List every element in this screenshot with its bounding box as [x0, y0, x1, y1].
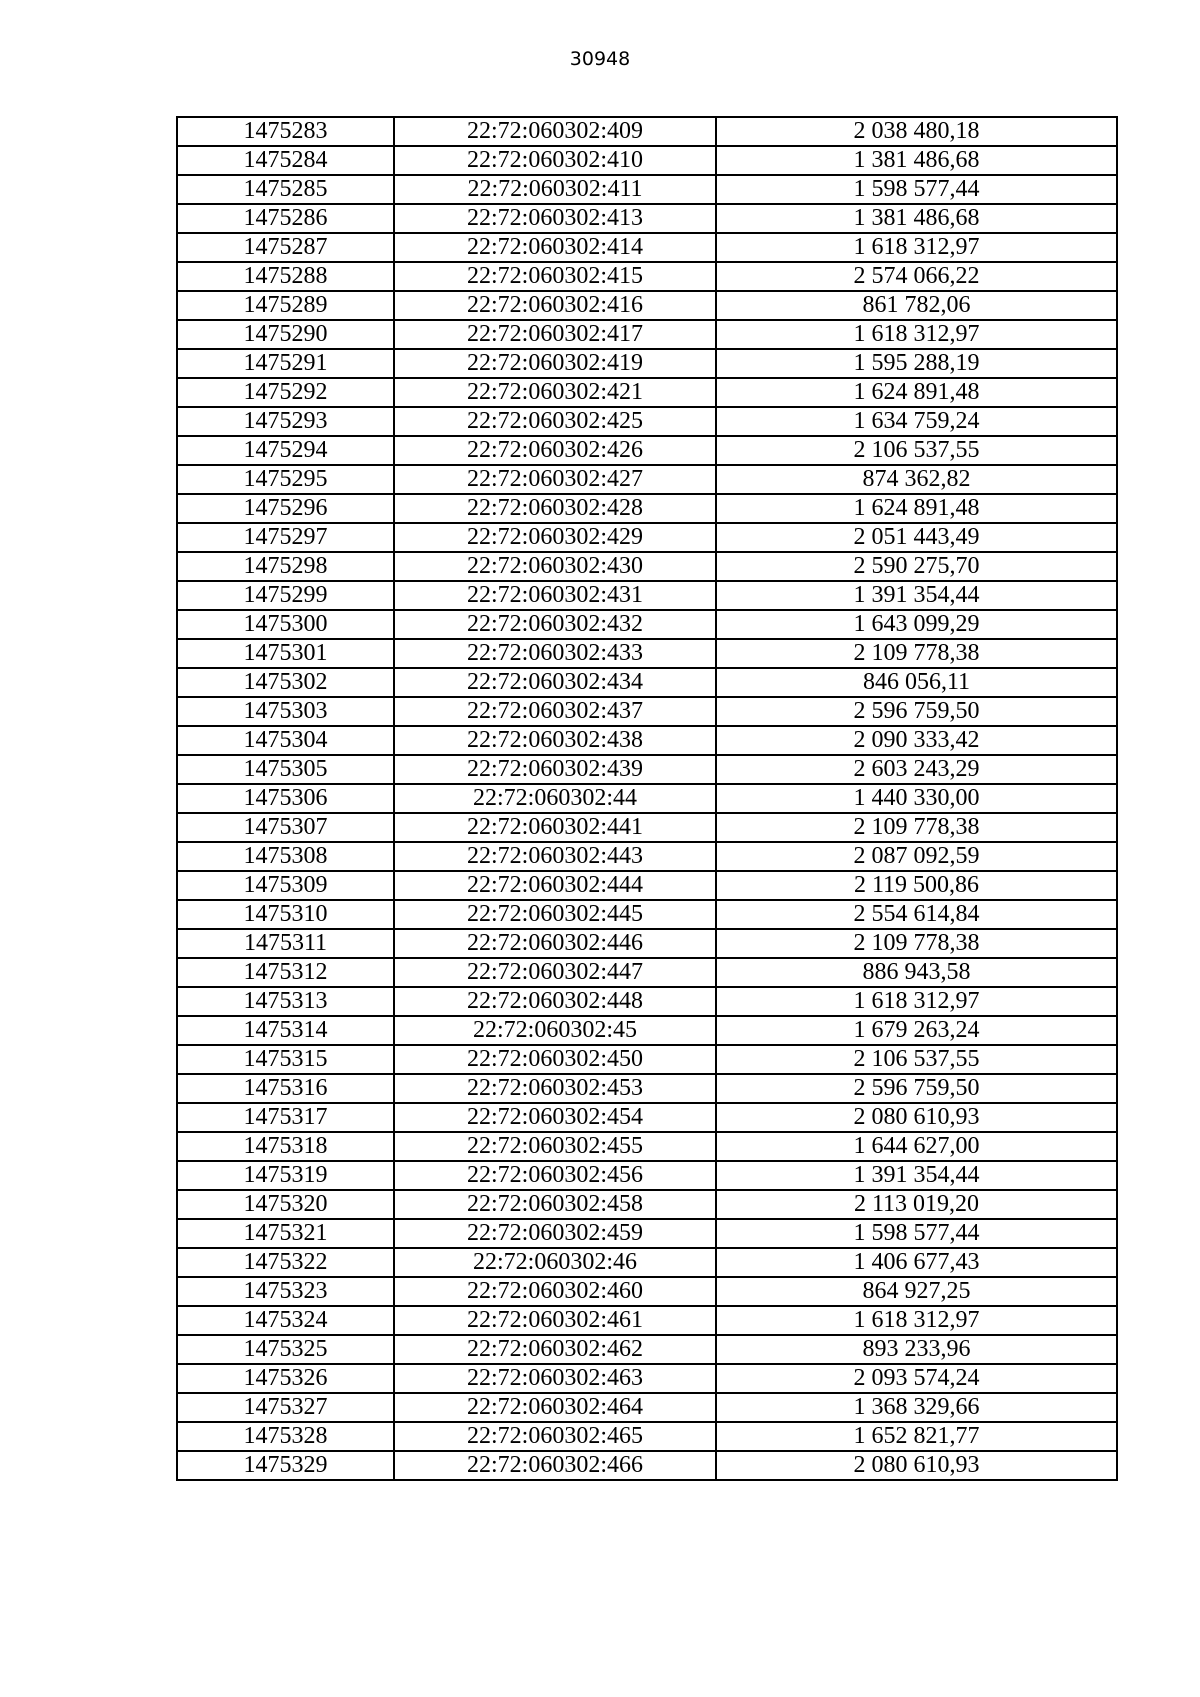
value-cell: 2 051 443,49 [716, 523, 1117, 552]
id-cell: 1475309 [177, 871, 394, 900]
value-cell: 1 624 891,48 [716, 494, 1117, 523]
value-cell: 2 109 778,38 [716, 929, 1117, 958]
value-cell: 1 391 354,44 [716, 1161, 1117, 1190]
value-cell: 1 391 354,44 [716, 581, 1117, 610]
table-row [177, 552, 1117, 581]
cadastral-number-cell: 22:72:060302:414 [394, 233, 716, 262]
cadastral-number-cell: 22:72:060302:448 [394, 987, 716, 1016]
table-row [177, 1045, 1117, 1074]
cadastral-number-cell: 22:72:060302:415 [394, 262, 716, 291]
value-cell: 2 596 759,50 [716, 697, 1117, 726]
cadastral-number-cell: 22:72:060302:466 [394, 1451, 716, 1480]
id-cell: 1475289 [177, 291, 394, 320]
value-cell: 2 080 610,93 [716, 1103, 1117, 1132]
table-row [177, 233, 1117, 262]
cadastral-number-cell: 22:72:060302:453 [394, 1074, 716, 1103]
id-cell: 1475300 [177, 610, 394, 639]
cadastral-number-cell: 22:72:060302:460 [394, 1277, 716, 1306]
cadastral-number-cell: 22:72:060302:431 [394, 581, 716, 610]
value-cell: 2 087 092,59 [716, 842, 1117, 871]
id-cell: 1475325 [177, 1335, 394, 1364]
cadastral-number-cell: 22:72:060302:417 [394, 320, 716, 349]
cadastral-number-cell: 22:72:060302:455 [394, 1132, 716, 1161]
value-cell: 2 574 066,22 [716, 262, 1117, 291]
id-cell: 1475327 [177, 1393, 394, 1422]
table-row [177, 755, 1117, 784]
table-body [177, 117, 1117, 1480]
value-cell: 1 643 099,29 [716, 610, 1117, 639]
id-cell: 1475320 [177, 1190, 394, 1219]
table-row [177, 697, 1117, 726]
id-cell: 1475283 [177, 117, 394, 146]
table-row [177, 784, 1117, 813]
cadastral-number-cell: 22:72:060302:458 [394, 1190, 716, 1219]
table-row [177, 1277, 1117, 1306]
cadastral-number-cell: 22:72:060302:450 [394, 1045, 716, 1074]
cadastral-number-cell: 22:72:060302:441 [394, 813, 716, 842]
table-row [177, 1219, 1117, 1248]
id-cell: 1475297 [177, 523, 394, 552]
id-cell: 1475328 [177, 1422, 394, 1451]
table-row [177, 465, 1117, 494]
id-cell: 1475316 [177, 1074, 394, 1103]
value-cell: 2 109 778,38 [716, 813, 1117, 842]
id-cell: 1475296 [177, 494, 394, 523]
cadastral-number-cell: 22:72:060302:429 [394, 523, 716, 552]
id-cell: 1475285 [177, 175, 394, 204]
cadastral-number-cell: 22:72:060302:411 [394, 175, 716, 204]
table-row [177, 1422, 1117, 1451]
table-row [177, 146, 1117, 175]
cadastral-number-cell: 22:72:060302:438 [394, 726, 716, 755]
table-row [177, 494, 1117, 523]
id-cell: 1475329 [177, 1451, 394, 1480]
table-row [177, 1393, 1117, 1422]
id-cell: 1475295 [177, 465, 394, 494]
cadastral-number-cell: 22:72:060302:409 [394, 117, 716, 146]
value-cell: 1 618 312,97 [716, 233, 1117, 262]
table-row [177, 871, 1117, 900]
id-cell: 1475319 [177, 1161, 394, 1190]
cadastral-number-cell: 22:72:060302:434 [394, 668, 716, 697]
cadastral-number-cell: 22:72:060302:446 [394, 929, 716, 958]
cadastral-number-cell: 22:72:060302:421 [394, 378, 716, 407]
table-row [177, 1451, 1117, 1480]
value-cell: 2 038 480,18 [716, 117, 1117, 146]
table-row [177, 639, 1117, 668]
id-cell: 1475318 [177, 1132, 394, 1161]
table-row [177, 349, 1117, 378]
table-row [177, 958, 1117, 987]
table-row [177, 581, 1117, 610]
value-cell: 886 943,58 [716, 958, 1117, 987]
value-cell: 2 119 500,86 [716, 871, 1117, 900]
value-cell: 1 634 759,24 [716, 407, 1117, 436]
cadastral-number-cell: 22:72:060302:464 [394, 1393, 716, 1422]
value-cell: 2 093 574,24 [716, 1364, 1117, 1393]
value-cell: 2 106 537,55 [716, 436, 1117, 465]
table-row [177, 1248, 1117, 1277]
table-row [177, 900, 1117, 929]
value-cell: 2 113 019,20 [716, 1190, 1117, 1219]
value-cell: 1 381 486,68 [716, 146, 1117, 175]
value-cell: 2 109 778,38 [716, 639, 1117, 668]
id-cell: 1475290 [177, 320, 394, 349]
id-cell: 1475303 [177, 697, 394, 726]
value-cell: 1 440 330,00 [716, 784, 1117, 813]
cadastral-number-cell: 22:72:060302:419 [394, 349, 716, 378]
cadastral-number-cell: 22:72:060302:425 [394, 407, 716, 436]
cadastral-number-cell: 22:72:060302:461 [394, 1306, 716, 1335]
cadastral-number-cell: 22:72:060302:430 [394, 552, 716, 581]
table-row [177, 1161, 1117, 1190]
id-cell: 1475311 [177, 929, 394, 958]
id-cell: 1475294 [177, 436, 394, 465]
id-cell: 1475306 [177, 784, 394, 813]
value-cell: 846 056,11 [716, 668, 1117, 697]
value-cell: 2 590 275,70 [716, 552, 1117, 581]
table-row [177, 436, 1117, 465]
cadastral-number-cell: 22:72:060302:416 [394, 291, 716, 320]
id-cell: 1475292 [177, 378, 394, 407]
value-cell: 1 595 288,19 [716, 349, 1117, 378]
cadastral-number-cell: 22:72:060302:433 [394, 639, 716, 668]
cadastral-number-cell: 22:72:060302:445 [394, 900, 716, 929]
value-cell: 1 598 577,44 [716, 175, 1117, 204]
table-row [177, 291, 1117, 320]
table-row [177, 610, 1117, 639]
id-cell: 1475314 [177, 1016, 394, 1045]
table-row [177, 117, 1117, 146]
cadastral-number-cell: 22:72:060302:427 [394, 465, 716, 494]
id-cell: 1475286 [177, 204, 394, 233]
id-cell: 1475298 [177, 552, 394, 581]
table-row [177, 1364, 1117, 1393]
value-cell: 1 644 627,00 [716, 1132, 1117, 1161]
table-row [177, 523, 1117, 552]
table-row [177, 842, 1117, 871]
cadastral-number-cell: 22:72:060302:410 [394, 146, 716, 175]
value-cell: 1 679 263,24 [716, 1016, 1117, 1045]
cadastral-number-cell: 22:72:060302:45 [394, 1016, 716, 1045]
cadastral-number-cell: 22:72:060302:459 [394, 1219, 716, 1248]
value-cell: 2 596 759,50 [716, 1074, 1117, 1103]
id-cell: 1475315 [177, 1045, 394, 1074]
table-row [177, 1335, 1117, 1364]
data-table [176, 116, 1118, 1481]
value-cell: 864 927,25 [716, 1277, 1117, 1306]
value-cell: 1 618 312,97 [716, 1306, 1117, 1335]
cadastral-number-cell: 22:72:060302:444 [394, 871, 716, 900]
cadastral-number-cell: 22:72:060302:439 [394, 755, 716, 784]
value-cell: 2 080 610,93 [716, 1451, 1117, 1480]
id-cell: 1475293 [177, 407, 394, 436]
table-row [177, 204, 1117, 233]
id-cell: 1475287 [177, 233, 394, 262]
value-cell: 1 624 891,48 [716, 378, 1117, 407]
value-cell: 2 090 333,42 [716, 726, 1117, 755]
value-cell: 1 618 312,97 [716, 320, 1117, 349]
id-cell: 1475312 [177, 958, 394, 987]
id-cell: 1475324 [177, 1306, 394, 1335]
id-cell: 1475284 [177, 146, 394, 175]
value-cell: 1 381 486,68 [716, 204, 1117, 233]
table-row [177, 987, 1117, 1016]
id-cell: 1475321 [177, 1219, 394, 1248]
id-cell: 1475302 [177, 668, 394, 697]
id-cell: 1475305 [177, 755, 394, 784]
page-number: 30948 [569, 48, 631, 70]
id-cell: 1475322 [177, 1248, 394, 1277]
table-row [177, 1132, 1117, 1161]
table-row [177, 378, 1117, 407]
id-cell: 1475291 [177, 349, 394, 378]
cadastral-number-cell: 22:72:060302:462 [394, 1335, 716, 1364]
id-cell: 1475304 [177, 726, 394, 755]
cadastral-number-cell: 22:72:060302:426 [394, 436, 716, 465]
cadastral-number-cell: 22:72:060302:454 [394, 1103, 716, 1132]
id-cell: 1475313 [177, 987, 394, 1016]
id-cell: 1475326 [177, 1364, 394, 1393]
id-cell: 1475308 [177, 842, 394, 871]
id-cell: 1475310 [177, 900, 394, 929]
table-row [177, 1074, 1117, 1103]
table-row [177, 726, 1117, 755]
value-cell: 1 652 821,77 [716, 1422, 1117, 1451]
id-cell: 1475307 [177, 813, 394, 842]
table-row [177, 1016, 1117, 1045]
table-row [177, 929, 1117, 958]
cadastral-number-cell: 22:72:060302:413 [394, 204, 716, 233]
table-row [177, 175, 1117, 204]
id-cell: 1475299 [177, 581, 394, 610]
table-row [177, 1190, 1117, 1219]
value-cell: 861 782,06 [716, 291, 1117, 320]
value-cell: 2 603 243,29 [716, 755, 1117, 784]
value-cell: 893 233,96 [716, 1335, 1117, 1364]
table-row [177, 407, 1117, 436]
cadastral-number-cell: 22:72:060302:456 [394, 1161, 716, 1190]
cadastral-number-cell: 22:72:060302:443 [394, 842, 716, 871]
table-row [177, 262, 1117, 291]
cadastral-number-cell: 22:72:060302:447 [394, 958, 716, 987]
id-cell: 1475323 [177, 1277, 394, 1306]
id-cell: 1475317 [177, 1103, 394, 1132]
value-cell: 1 368 329,66 [716, 1393, 1117, 1422]
cadastral-number-cell: 22:72:060302:432 [394, 610, 716, 639]
table-row [177, 1306, 1117, 1335]
id-cell: 1475301 [177, 639, 394, 668]
cadastral-number-cell: 22:72:060302:437 [394, 697, 716, 726]
value-cell: 2 554 614,84 [716, 900, 1117, 929]
id-cell: 1475288 [177, 262, 394, 291]
table-row [177, 320, 1117, 349]
value-cell: 1 598 577,44 [716, 1219, 1117, 1248]
cadastral-number-cell: 22:72:060302:463 [394, 1364, 716, 1393]
value-cell: 1 406 677,43 [716, 1248, 1117, 1277]
table-row [177, 813, 1117, 842]
value-cell: 2 106 537,55 [716, 1045, 1117, 1074]
cadastral-number-cell: 22:72:060302:44 [394, 784, 716, 813]
cadastral-number-cell: 22:72:060302:465 [394, 1422, 716, 1451]
value-cell: 874 362,82 [716, 465, 1117, 494]
table-row [177, 1103, 1117, 1132]
table-row [177, 668, 1117, 697]
cadastral-number-cell: 22:72:060302:428 [394, 494, 716, 523]
cadastral-number-cell: 22:72:060302:46 [394, 1248, 716, 1277]
value-cell: 1 618 312,97 [716, 987, 1117, 1016]
